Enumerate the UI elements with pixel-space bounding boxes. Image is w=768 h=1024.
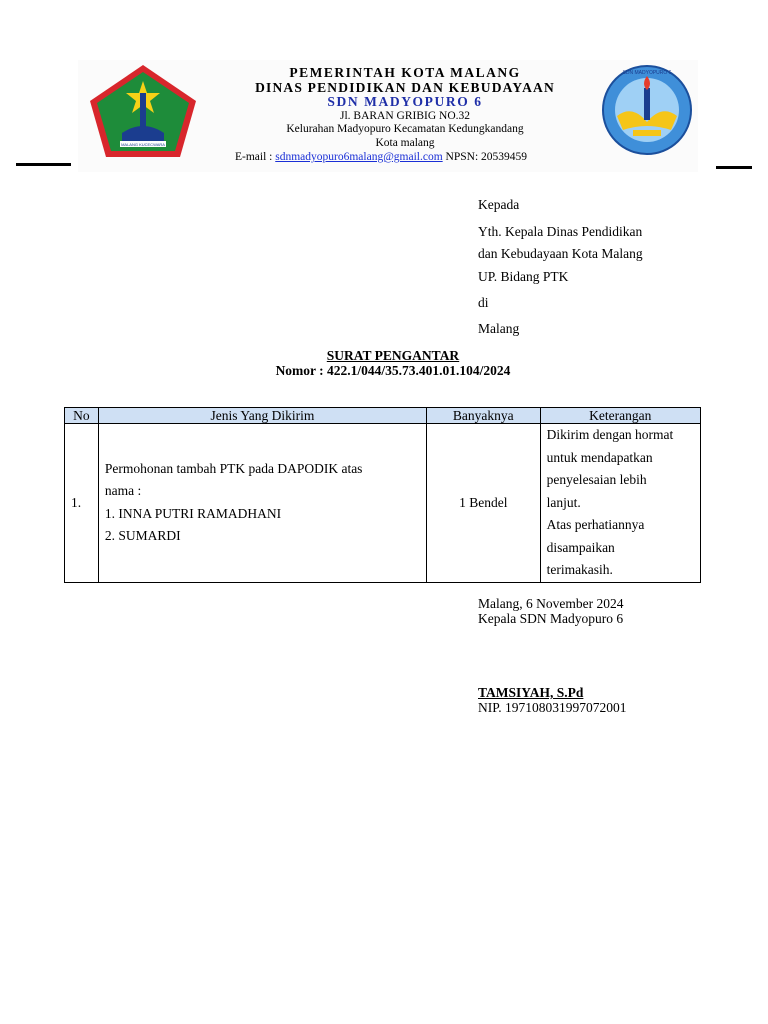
malang-city-emblem-icon (88, 63, 198, 159)
recipient-line-kepada: Kepada (478, 197, 520, 212)
government-name: PEMERINTAH KOTA MALANG (289, 65, 521, 80)
keterangan-line: Dikirim dengan hormat (546, 427, 674, 442)
header-jenis: Jenis Yang Dikirim (98, 408, 426, 424)
jenis-line: Permohonan tambah PTK pada DAPODIK atas (104, 460, 363, 476)
school-emblem-text: SDN MADYOPURO 6 (622, 70, 672, 76)
letter-number: Nomor : 422.1/044/35.73.401.01.104/2024 (275, 363, 511, 378)
svg-text:MALANG KUCECWARA: MALANG KUCECWARA (121, 142, 165, 147)
signer-name: TAMSIYAH, S.Pd (478, 685, 584, 700)
keterangan-line: lanjut. (546, 494, 581, 510)
signer-nip: NIP. 197108031997072001 (478, 700, 627, 715)
jenis-line: 2. SUMARDI (104, 528, 181, 544)
school-city: Kota malang (375, 136, 435, 149)
school-address: Jl. BARAN GRIBIG NO.32 (339, 109, 471, 122)
table-header-row (65, 408, 701, 424)
school-district: Kelurahan Madyopuro Kecamatan Kedungkandang (286, 123, 524, 135)
header-banyaknya: Banyaknya (427, 408, 541, 424)
signature-block (478, 685, 627, 715)
jenis-line: 1. INNA PUTRI RAMADHANI (104, 505, 282, 521)
recipient-line-city: Malang (478, 321, 520, 336)
cell-keterangan (540, 424, 700, 583)
agency-name: DINAS PENDIDIKAN DAN KEBUDAYAAN (255, 79, 555, 95)
cell-banyaknya: 1 Bendel (427, 424, 541, 583)
letterhead-rule-left (16, 163, 71, 166)
keterangan-line: disampaikan (546, 539, 615, 555)
recipient-line-office: dan Kebudayaan Kota Malang (478, 246, 643, 261)
place-date: Malang, 6 November 2024 (478, 596, 624, 611)
school-name: SDN MADYOPURO 6 (327, 94, 483, 109)
cell-jenis (98, 424, 426, 583)
signer-position: Kepala SDN Madyopuro 6 (478, 611, 624, 626)
npsn-text: NPSN: 20539459 (445, 151, 528, 163)
header-no: No (65, 408, 99, 424)
recipient-line-di: di (478, 295, 489, 310)
school-emblem-icon (597, 64, 697, 156)
keterangan-line: terimakasih. (546, 562, 613, 577)
contact-line (210, 152, 600, 164)
jenis-line: nama : (104, 483, 142, 499)
email-label: E-mail : (235, 151, 276, 163)
header-keterangan: Keterangan (540, 408, 700, 424)
recipient-line-unit: UP. Bidang PTK (478, 269, 569, 284)
table-row (65, 424, 701, 583)
letter-title: SURAT PENGANTAR (326, 348, 460, 363)
keterangan-line: untuk mendapatkan (546, 449, 653, 465)
letterhead-rule-right (716, 166, 752, 169)
keterangan-line: penyelesaian lebih (546, 472, 647, 487)
email-link[interactable]: sdnmadyopuro6malang@gmail.com (275, 151, 443, 163)
letterhead-text (210, 66, 600, 164)
closing-block (478, 596, 623, 626)
items-table (64, 407, 701, 583)
keterangan-line: Atas perhatiannya (546, 517, 645, 532)
cell-no: 1. (65, 424, 99, 583)
recipient-line-title: Yth. Kepala Dinas Pendidikan (478, 224, 643, 239)
